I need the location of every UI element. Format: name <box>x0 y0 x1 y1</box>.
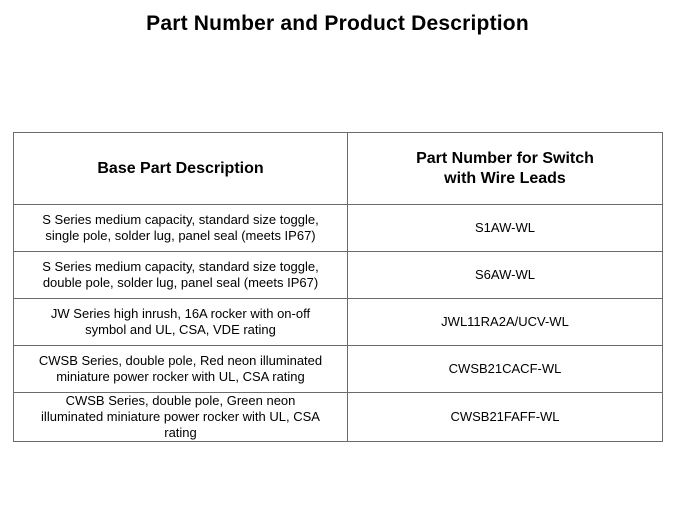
table-row <box>14 393 663 442</box>
row-part-number: S1AW-WL <box>348 205 663 252</box>
row-description: CWSB Series, double pole, Red neon illuminated miniature power rocker with UL, CSA rating <box>14 346 348 393</box>
row-description: CWSB Series, double pole, Green neon illuminated miniature power rocker with UL, CSA rating <box>14 393 348 442</box>
row-description: S Series medium capacity, standard size toggle, single pole, solder lug, panel seal (meets IP67) <box>14 205 348 252</box>
table-row <box>14 299 663 346</box>
part-number-table <box>13 132 663 442</box>
row-part-number: CWSB21CACF-WL <box>348 346 663 393</box>
table-row <box>14 346 663 393</box>
row-part-number: CWSB21FAFF-WL <box>348 393 663 442</box>
table-row <box>14 252 663 299</box>
header-base-part-description: Base Part Description <box>14 133 348 205</box>
header-part-number: Part Number for Switch with Wire Leads <box>348 133 663 205</box>
row-description: S Series medium capacity, standard size toggle, double pole, solder lug, panel seal (meets IP67) <box>14 252 348 299</box>
row-description: JW Series high inrush, 16A rocker with on-off symbol and UL, CSA, VDE rating <box>14 299 348 346</box>
slide-title: Part Number and Product Description <box>146 12 529 35</box>
row-part-number: JWL11RA2A/UCV-WL <box>348 299 663 346</box>
table-header-row <box>14 133 663 205</box>
row-part-number: S6AW-WL <box>348 252 663 299</box>
table-row <box>14 205 663 252</box>
